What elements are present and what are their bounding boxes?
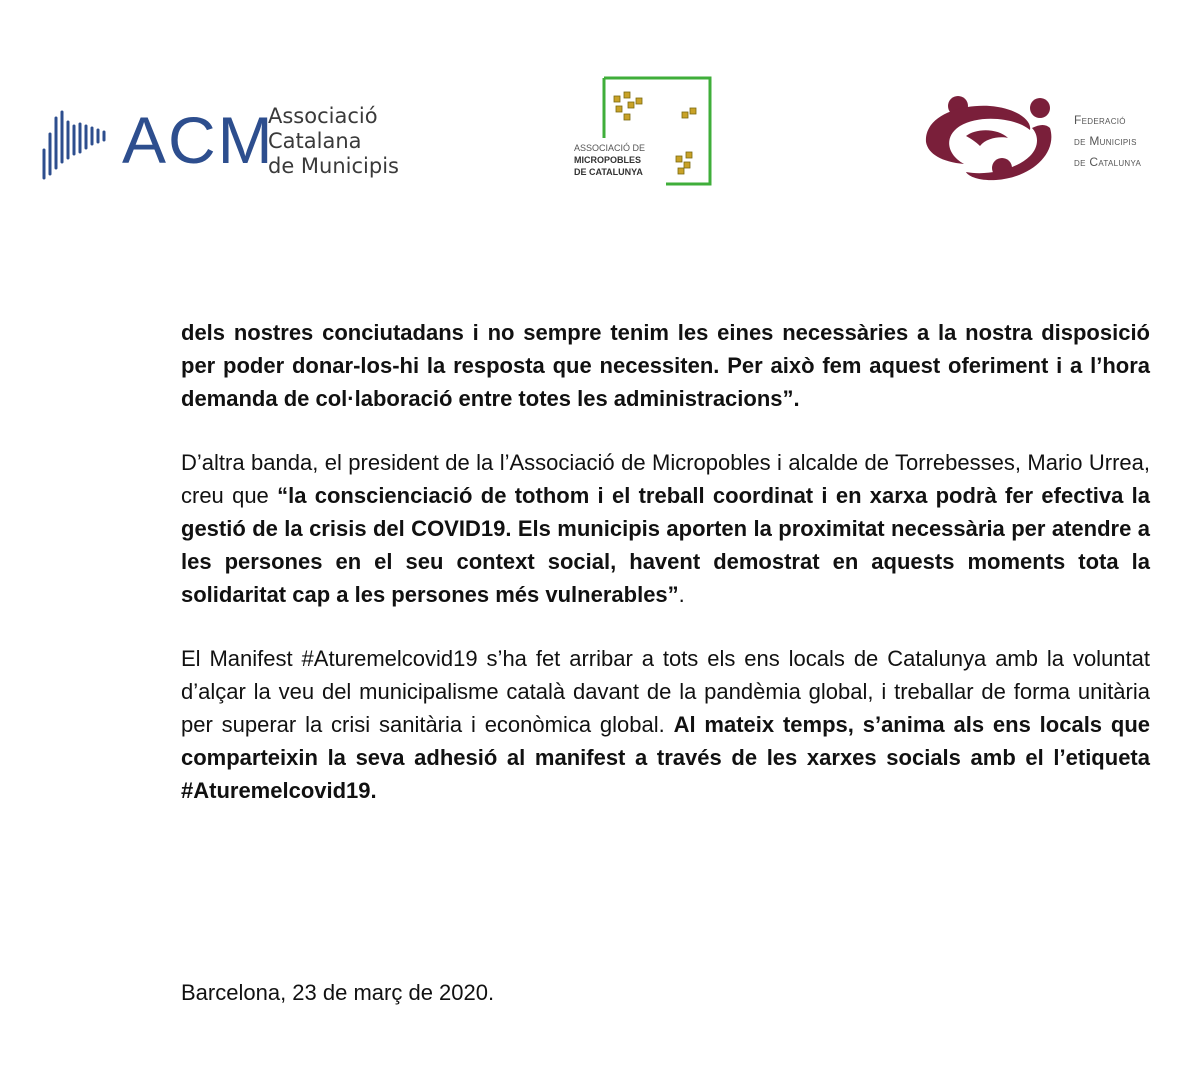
document-body xyxy=(181,316,1150,838)
micropobles-name-line: MICROPOBLES xyxy=(574,155,642,165)
acm-wave-icon xyxy=(40,104,112,184)
micropobles-name xyxy=(574,142,664,178)
acm-name xyxy=(268,104,399,179)
acm-logo xyxy=(40,100,410,190)
acm-name-line: Associació xyxy=(268,104,378,128)
paragraph-2-bold: “la conscienciació de tothom i el treball coordinat i en xarxa podrà fer efectiva la gestió de la crisis del COVID19. Els municipis aporten la proximitat necessària per atendre a les persones en el seu context social, havent demostrat en aquests moments tota la solidaritat cap a les persones més vulnerables” xyxy=(181,483,1150,607)
micropobles-name-line: ASSOCIACIÓ DE xyxy=(574,143,646,153)
document-date: Barcelona, 23 de març de 2020. xyxy=(181,980,495,1005)
paragraph-2 xyxy=(181,446,1150,611)
paragraph-3-text: El Manifest #Aturemelcovid19 s’ha fet arribar a tots els ens locals de Catalunya amb la voluntat d’alçar la veu del municipalisme català davant de la pandèmia global, i treballar de forma unitària per superar la crisi sanitària i econòmica global. xyxy=(181,646,1150,737)
paragraph-1-bold: dels nostres conciutadans i no sempre tenim les eines necessàries a la nostra disposició per poder donar-los-hi la resposta que necessiten. Per això fem aquest oferiment i a l’hora demanda de col·laboració entre totes les administracions”. xyxy=(181,320,1150,411)
fmc-name-line: de Municipis xyxy=(1074,134,1137,148)
paragraph-3 xyxy=(181,642,1150,807)
micropobles-logo xyxy=(572,76,714,188)
fmc-name xyxy=(1074,110,1141,173)
micropobles-name-line: DE CATALUNYA xyxy=(574,167,643,177)
paragraph-2-end: . xyxy=(678,582,685,607)
paragraph-1 xyxy=(181,316,1150,415)
fmc-name-line: Federació xyxy=(1074,113,1126,127)
acm-letters: ACM xyxy=(122,103,275,177)
fmc-logo xyxy=(920,92,1170,192)
acm-name-line: Catalana xyxy=(268,129,362,153)
acm-name-line: de Municipis xyxy=(268,154,399,178)
paragraph-3-bold: Al mateix temps, s’anima als ens locals que comparteixin la seva adhesió al manifest a través de les xarxes socials amb el l’etiqueta #Aturemelcovid19. xyxy=(181,712,1150,803)
paragraph-2-text: D’altra banda, el president de la l’Associació de Micropobles i alcalde de Torrebesses, Mario Urrea, creu que xyxy=(181,450,1150,508)
fmc-name-line: de Catalunya xyxy=(1074,155,1142,169)
fmc-emblem-icon xyxy=(920,92,1060,188)
